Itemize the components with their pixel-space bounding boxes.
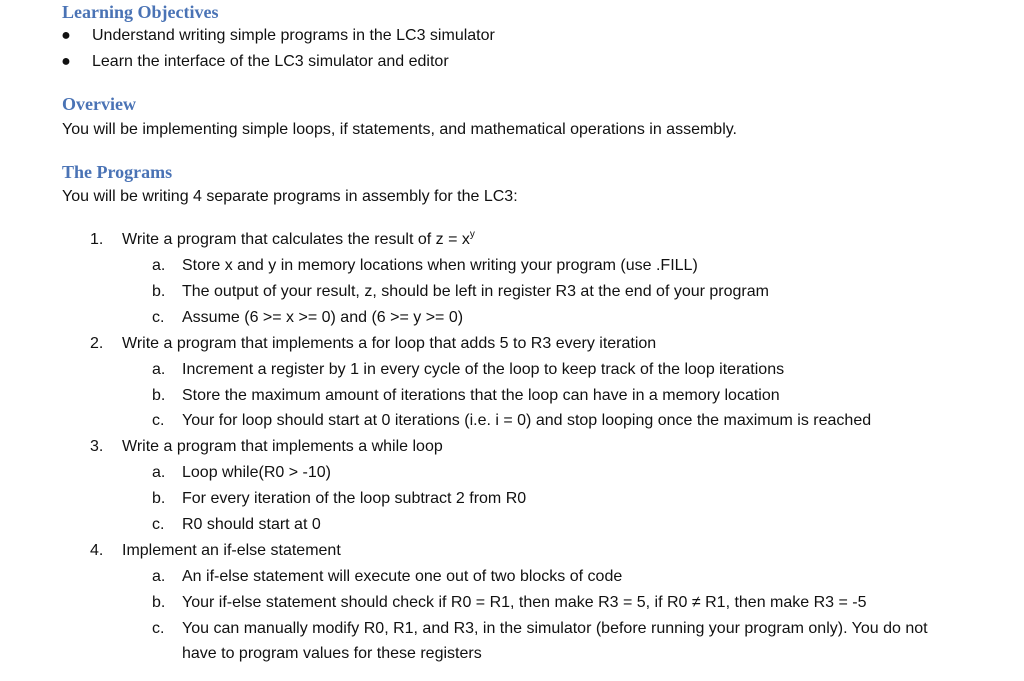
program-1-superscript: y [469, 228, 475, 240]
learning-objectives-heading: Learning Objectives [62, 2, 219, 22]
sub-letter: b. [152, 594, 166, 611]
overview-heading: Overview [62, 94, 136, 114]
program-2-text: Write a program that implements a for loop that adds 5 to R3 every iteration [122, 335, 657, 352]
sub-item: Store x and y in memory locations when writing your program (use .FILL) [182, 257, 698, 274]
program-3-text: Write a program that implements a while loop [122, 438, 443, 455]
sub-item: Increment a register by 1 in every cycle of the loop to keep track of the loop iterations [182, 361, 785, 378]
sub-item: The output of your result, z, should be left in register R3 at the end of your program [182, 283, 769, 300]
overview-text: You will be implementing simple loops, if statements, and mathematical operations in assembly. [62, 121, 737, 138]
sub-item: Your if-else statement should check if R0 = R1, then make R3 = 5, if R0 ≠ R1, then make R3 = -5 [182, 594, 867, 611]
objective-item: Understand writing simple programs in the LC3 simulator [92, 27, 495, 44]
program-number: 2. [90, 335, 104, 352]
programs-intro: You will be writing 4 separate programs in assembly for the LC3: [62, 188, 518, 205]
sub-letter: b. [152, 490, 166, 507]
program-1-text-base: Write a program that calculates the result of z = x [122, 231, 470, 248]
sub-letter: c. [152, 412, 165, 429]
sub-item: R0 should start at 0 [182, 516, 321, 533]
bullet-icon: ● [61, 53, 71, 70]
sub-item: An if-else statement will execute one out of two blocks of code [182, 568, 623, 585]
sub-letter: c. [152, 620, 165, 637]
bullet-icon: ● [61, 27, 71, 44]
sub-item: Assume (6 >= x >= 0) and (6 >= y >= 0) [182, 309, 464, 326]
sub-item: You can manually modify R0, R1, and R3, in the simulator (before running your program only). You do not [182, 620, 928, 637]
objective-item: Learn the interface of the LC3 simulator and editor [92, 53, 449, 70]
sub-item: Your for loop should start at 0 iterations (i.e. i = 0) and stop looping once the maximum is reached [182, 412, 872, 429]
sub-letter: a. [152, 257, 166, 274]
sub-item: Store the maximum amount of iterations that the loop can have in a memory location [182, 387, 780, 404]
programs-heading: The Programs [62, 162, 173, 182]
program-number: 4. [90, 542, 104, 559]
sub-item: For every iteration of the loop subtract 2 from R0 [182, 490, 527, 507]
program-number: 1. [90, 231, 104, 248]
program-4-text: Implement an if-else statement [122, 542, 341, 559]
sub-letter: b. [152, 387, 166, 404]
program-number: 3. [90, 438, 104, 455]
sub-item-continuation: have to program values for these registers [182, 645, 482, 662]
sub-letter: c. [152, 309, 165, 326]
sub-letter: c. [152, 516, 165, 533]
program-1-text [122, 230, 475, 250]
sub-letter: a. [152, 464, 166, 481]
sub-letter: a. [152, 568, 166, 585]
sub-item: Loop while(R0 > -10) [182, 464, 331, 481]
sub-letter: b. [152, 283, 166, 300]
sub-letter: a. [152, 361, 166, 378]
